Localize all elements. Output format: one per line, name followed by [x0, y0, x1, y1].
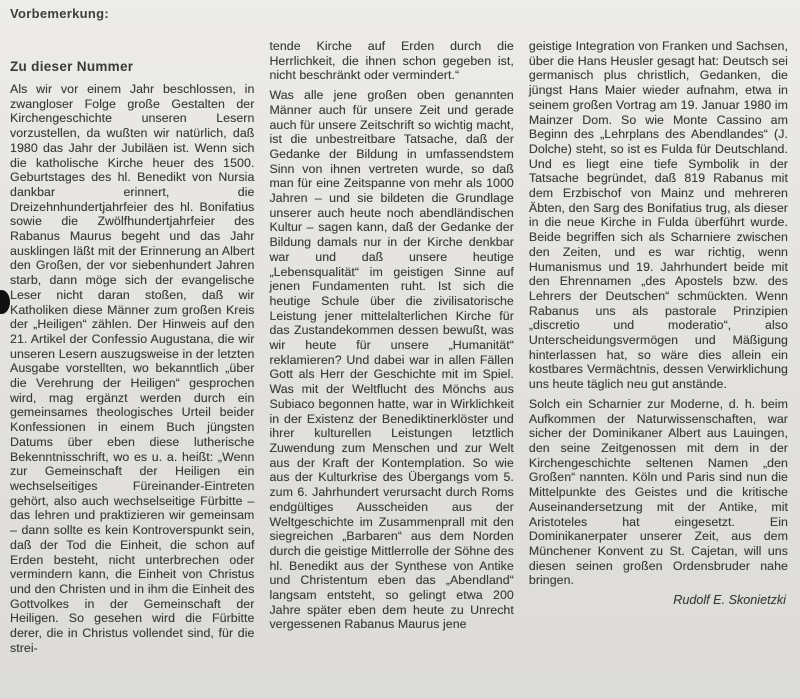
author-signature: Rudolf E. Skonietzki	[673, 593, 786, 608]
kicker: Vorbemerkung:	[10, 6, 110, 21]
paragraph: Was alle jene großen oben genannten Männer auch für unsere Zeit und gerade auch für unsere Zeitschrift so wichtig macht, ist die unbestreitbare Tatsache, daß der Gedanke der Bildung in umfassendstem Sinn von ihnen vertreten wurde, so daß man für eine Zeitspanne von mehr als 1000 Jahren – und sie bildeten die Grundlage unserer auch heute noch abendländischen Kultur – sagen kann, daß der Gedanke der Bildung damals nur in der Kirche denkbar war und daß unsere heutige „Lebensqualität“ im geistigen Sinne auf jenen Fundamenten ruht. Ist sich die heutige Schule über die zivilisatorische Leistung jener mittelalterlichen Kirche für das Zustandekommen dessen bewußt, was wir heute für unsere „Humanität“ reklamieren? Und dabei war in allen Fällen Gott als Herr der Geschichte mit im Spiel. Was mit der Weltflucht des Mönchs aus Subiaco begonnen hatte, war in Wirklichkeit in der Existenz der Benediktinerklöster und ihrer kulturellen Leistungen letztlich Zuwendung zum Menschen und zur Welt aus der Kraft der Kontemplation. So wie aus der Kulturkrise des Übergangs vom 5. zum 6. Jahrhundert verursacht durch Roms endgültiges Ausscheiden aus der Weltgeschichte im Zusammenprall mit den siegreichen „Barbaren“ aus dem Norden durch die geistige Mittlerrolle der Söhne des hl. Benedikt aus der Synthese von Antike und Christentum eben das „Abendland“ langsam entsteht, so gelingt etwa 200 Jahre später eben dem heute zu Unrecht vergessenen Rabanus Maurus jene	[269, 88, 514, 632]
section-title: Zu dieser Nummer	[10, 59, 134, 74]
column-layout	[10, 6, 788, 660]
text-column-1	[10, 6, 254, 660]
paragraph: geistige Integration von Franken und Sachsen, über die Hans Heusler gesagt hat: Deutsch sei germanisch plus christlich, Gedanken, die jüngst Hans Maier wieder aufnahm, etwa in seinem großen Vortrag am 19. Januar 1980 im Mainzer Dom. So wie Monte Cassino am Beginn des „Lehrplans des Abendlandes“ (J. Dolche) steht, so ist es Fulda für Deutschland. Und es liegt eine tiefe Symbolik in der Tatsache begründet, daß 819 Rabanus mit dem Erzbischof von Mainz und mehreren Äbten, den Sarg des Bonifatius trug, als dieser in die neue Kirche in Fulda überführt wurde. Beide begriffen sich als Scharniere zwischen den Zeiten, und es war richtig, wenn Humanismus und 19. Jahrhundert beide mit den Ehrennamen „des Apostels bzw. des Lehrers der Deutschen“ schmückten. Wenn Rabanus uns als pastorale Prinzipien „discretio und moderatio“, also Unterscheidungsvermögen und Mäßigung hinterlassen hat, so wäre dies allein ein kostbares Vermächtnis, dessen Verwirklichung uns heute täglich neu gut anstände.	[528, 39, 788, 392]
text-column-2	[269, 6, 513, 660]
paragraph: Als wir vor einem Jahr beschlossen, in zwangloser Folge große Gestalten der Kirchengeschichte unseren Lesern vorzustellen, da wußten wir natürlich, daß 1980 das Jahr der Jubiläen ist. Wenn sich die katholische Kirche heuer des 1500. Geburtstages des hl. Benedikt von Nursia dankbar erinnert, die Dreizehnhundertjahrfeier des hl. Bonifatius sowie die Zwölfhundertjahrfeier des Rabanus Maurus begeht und das Jahr ausklingen läßt mit der Erinnerung an Albert den Großen, der vor siebenhundert Jahren starb, dann möge sich der evangelische Leser nicht daran stoßen, daß wir Katholiken diese Männer zum großen Kreis der „Heiligen“ zählen. Der Hinweis auf den 21. Artikel der Confessio Augustana, die wir unseren Lesern auszugsweise in der letzten Ausgabe vorstellten, wo bekanntlich „über die Verehrung der Heiligen“ gesprochen wird, mag ergänzt werden durch ein gemeinsames theologisches Urteil beider Konfessionen in einem Buch jüngsten Datums über eben diese lutherische Bekenntnisschrift, wo es u. a. heißt: „Wenn zur Gemeinschaft der Heiligen ein wechselseitiges Füreinander-Eintreten gehört, also auch wechselseitige Fürbitte – das lehren und praktizieren wir gemeinsam – dann sollte es kein Kontroverspunkt sein, daß der Tod die Einheit, die schon auf Erden besteht, nicht unterbrechen oder vermindern kann, die Einheit von Christus und den Christen und in ihm die Einheit des Gottvolkes in der Gemeinschaft der Heiligen. So gesehen wird die Fürbitte derer, die in Christus vollendet sind, für die strei-	[10, 82, 255, 655]
scan-artifact-blob	[0, 290, 10, 314]
paragraph: Solch ein Scharnier zur Moderne, d. h. beim Aufkommen der Naturwissenschaften, war sicher der Dominikaner Albert aus Lauingen, den seine Zeitgenossen mit dem in der Kirchengeschichte seltenen Namen „den Großen“ nannten. Köln und Paris sind nun die Mittelpunkte des Geistes und die kritische Auseinandersetzung mit der Antike, mit Aristoteles hat eingesetzt. Ein Dominikanerpater unserer Zeit, aus dem Münchener Konvent zu St. Cajetan, will uns diesen seinen großen Ordensbruder nahe bringen.	[528, 396, 788, 588]
paragraph: tende Kirche auf Erden durch die Herrlichkeit, die ihnen schon gegeben ist, nicht beschränkt oder vermindert.“	[269, 39, 514, 83]
text-column-3	[529, 6, 788, 660]
